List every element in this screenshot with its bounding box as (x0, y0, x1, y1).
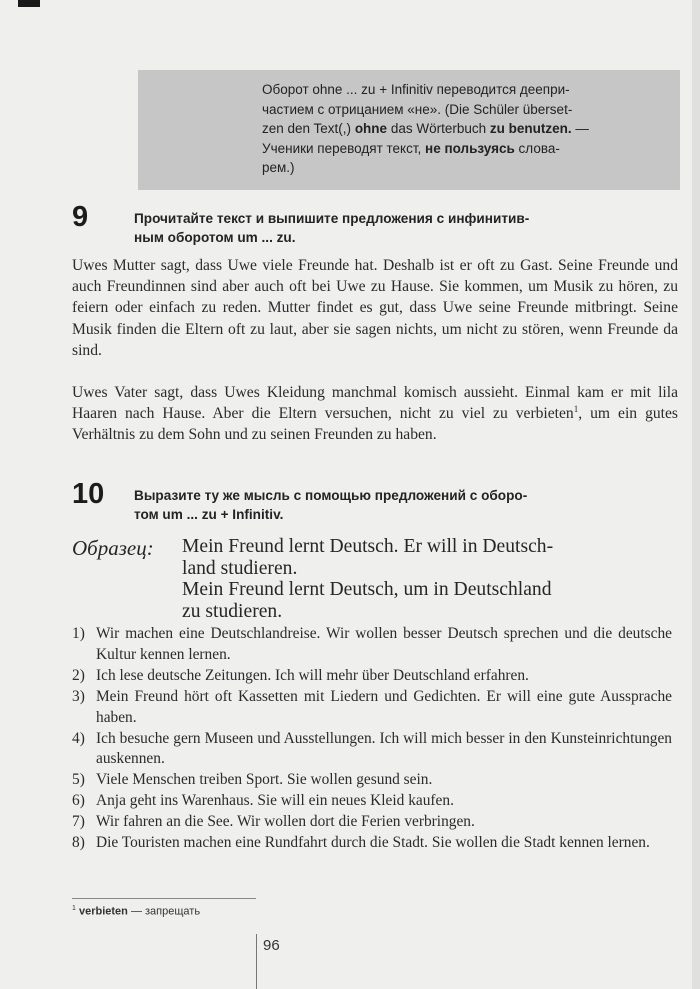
grammar-text: zen den Text(,) (262, 121, 355, 137)
grammar-keyword: не пользуясь (425, 140, 515, 156)
page-number-divider (256, 934, 257, 989)
grammar-text: — (571, 121, 589, 137)
exercise-10-number: 10 (72, 478, 105, 510)
scan-edge (692, 0, 700, 989)
grammar-note-line (262, 139, 680, 159)
page-corner-mark (18, 0, 40, 7)
exercise-9-text-paragraph-2 (72, 382, 678, 446)
exercise-10-task-list (72, 624, 672, 854)
grammar-note-line: Оборот ohne ... zu + Infinitiv переводится деепри- (262, 82, 570, 97)
task-item (72, 833, 672, 854)
task-number: 5) (72, 771, 85, 789)
grammar-note-line (262, 119, 680, 139)
task-text: Ich lese deutsche Zeitungen. Ich will mehr über Deutschland erfahren. (96, 666, 529, 684)
footnote-marker: 1 (573, 404, 579, 415)
task-item (72, 666, 672, 687)
grammar-note-line: частием с отрицанием «не». (Die Schüler überset- (262, 101, 573, 117)
instruction-line: том um ... zu + Infinitiv. (134, 507, 284, 522)
instruction-line: Выразите ту же мысль с помощью предложений с оборо- (134, 488, 528, 503)
exercise-9-text-paragraph-1: Uwes Mutter sagt, dass Uwe viele Freunde hat. Deshalb ist er oft zu Gast. Seine Freunde und auch Freundinnen sind aber auch oft bei Uwe zu Hause. Sie kommen, um Musik zu hören, zu feiern oder einfach zu reden. Mutter findet es gut, dass Uwe seine Freunde mitbringt. Seine Musik finden die Eltern oft zu laut, aber sie sagen nichts, um nicht zu stören, wenn Freunde da sind. (72, 257, 678, 359)
task-number: 4) (72, 729, 85, 747)
task-item (72, 624, 672, 666)
example-text (182, 536, 678, 622)
grammar-keyword: zu benutzen. (489, 121, 572, 137)
footnote-word: verbieten (78, 905, 128, 918)
task-number: 3) (72, 687, 85, 705)
exercise-10-instruction (134, 486, 674, 524)
exercise-9-number: 9 (72, 201, 89, 233)
task-text: Anja geht ins Warenhaus. Sie will ein neues Kleid kaufen. (96, 792, 454, 810)
task-text: Ich besuche gern Museen und Ausstellungen. Ich will mich besser in den Kunsteinrichtungen auskennen. (96, 729, 672, 768)
example-line: Mein Freund lernt Deutsch. Er will in Deutsch- (182, 536, 554, 557)
grammar-text: слова- (514, 140, 560, 156)
grammar-text: das Wörterbuch (387, 121, 490, 137)
example-line: zu studieren. (182, 600, 283, 622)
instruction-line: Прочитайте текст и выпишите предложения с инфинитив- (134, 211, 530, 226)
footnote-marker: 1 (72, 905, 76, 912)
task-item (72, 812, 672, 833)
task-text: Die Touristen machen eine Rundfahrt durch die Stadt. Sie wollen die Stadt kennen lernen. (96, 834, 650, 852)
example-line: land studieren. (182, 557, 298, 579)
exercise-9-instruction (134, 209, 674, 247)
footnote-translation: — запрещать (127, 905, 201, 918)
instruction-line: ным оборотом um ... zu. (134, 230, 296, 245)
page-number: 96 (263, 937, 280, 954)
task-item (72, 770, 672, 791)
grammar-note-line: рем.) (262, 160, 295, 176)
task-number: 2) (72, 666, 85, 684)
footnote-divider (72, 898, 256, 899)
task-item (72, 729, 672, 771)
paragraph-text: , um ein gutes Verhältnis zu dem Sohn und zu seinen Freunden zu haben. (72, 405, 678, 444)
task-text: Wir machen eine Deutschlandreise. Wir wollen besser Deutsch sprechen und die deutsche Kultur kennen lernen. (96, 625, 672, 663)
task-number: 6) (72, 792, 85, 810)
footnote (72, 905, 200, 918)
task-text: Wir fahren an die See. Wir wollen dort die Ferien verbringen. (96, 813, 475, 831)
task-number: 8) (72, 834, 85, 852)
example-line: Mein Freund lernt Deutsch, um in Deutschland (182, 579, 552, 601)
grammar-text: Ученики переводят текст, (262, 140, 426, 156)
task-text: Viele Menschen treiben Sport. Sie wollen gesund sein. (96, 771, 433, 789)
grammar-keyword: ohne (354, 121, 388, 137)
task-text: Mein Freund hört oft Kassetten mit Liedern und Gedichten. Er will eine gute Aussprache haben. (96, 687, 672, 726)
paragraph-text: Uwes Vater sagt, dass Uwes Kleidung manchmal komisch aussieht. Einmal kam er mit lila Haaren nach Hause. Aber die Eltern versuchen, nicht zu viel zu verbieten (72, 384, 678, 423)
task-number: 7) (72, 813, 85, 831)
task-item (72, 791, 672, 812)
grammar-note (262, 80, 680, 178)
task-number: 1) (72, 625, 85, 642)
task-item (72, 687, 672, 729)
example-label: Образец: (72, 536, 154, 560)
